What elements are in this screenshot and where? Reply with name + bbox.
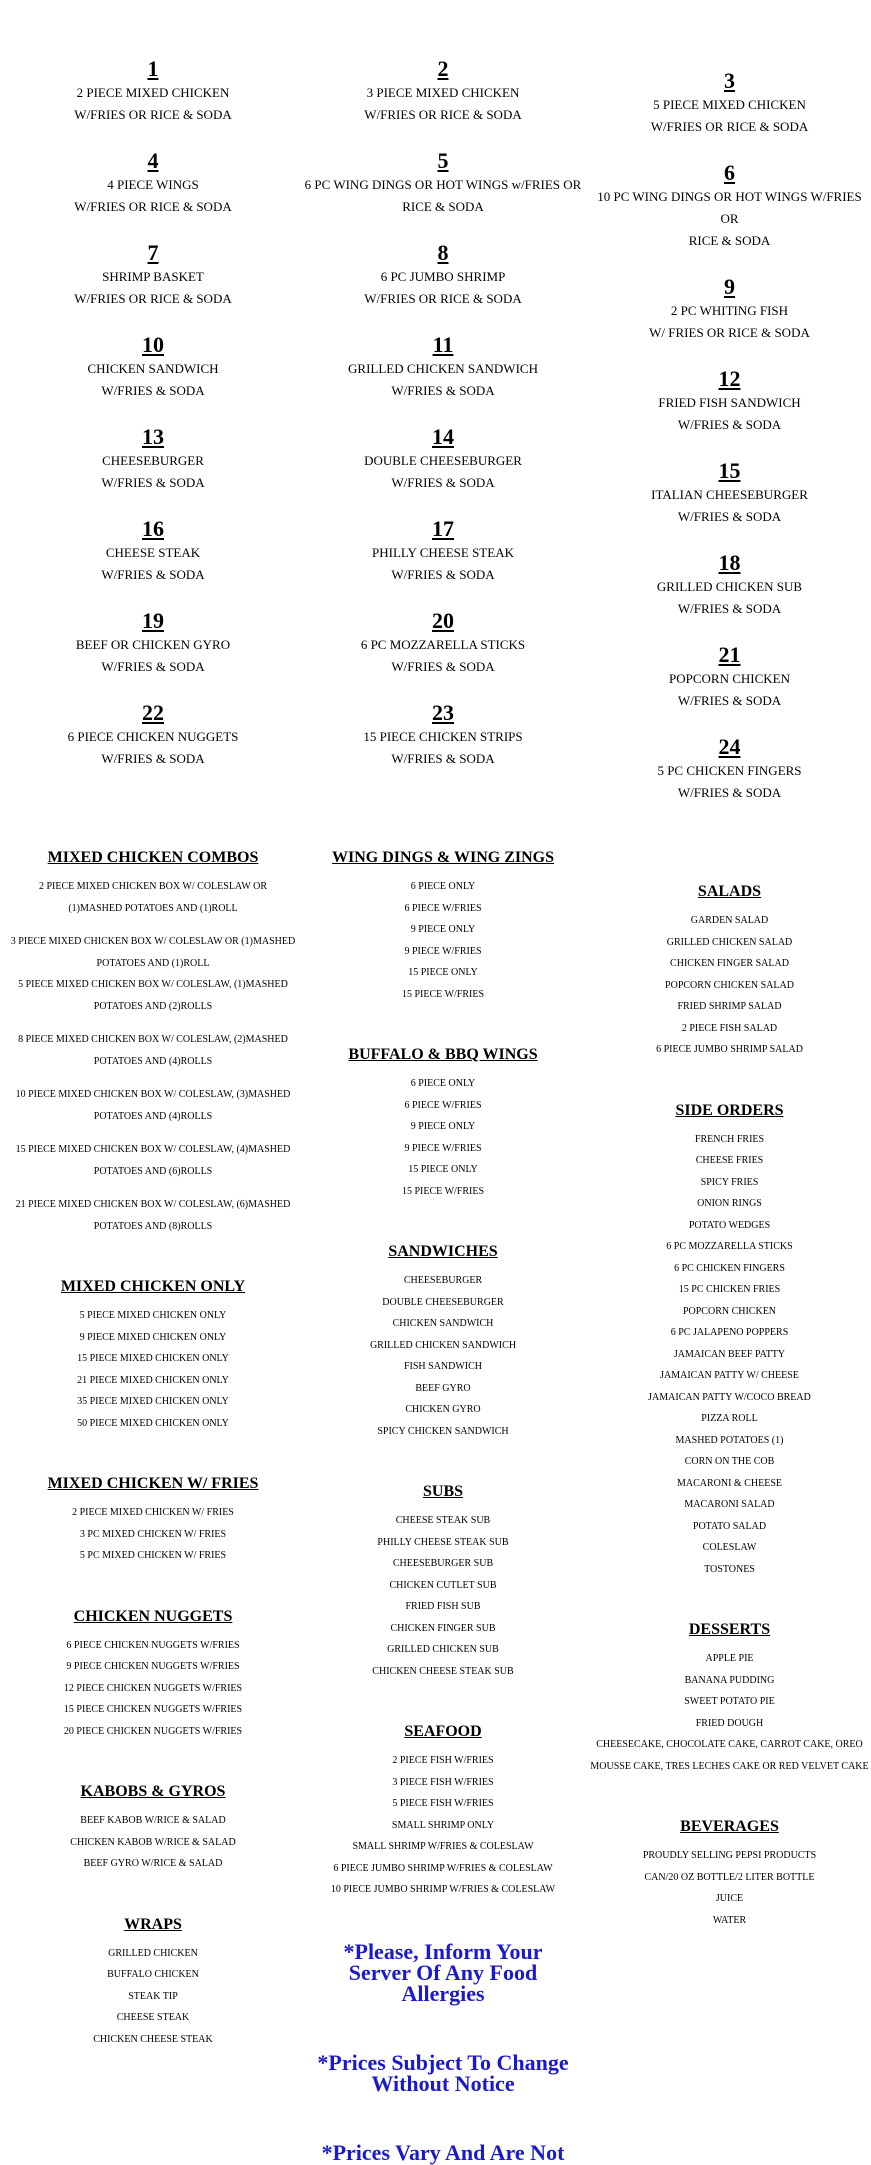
menu-item: MACARONI & CHEESE	[676, 1477, 782, 1489]
menu-item: 6 PIECE ONLY	[410, 1078, 476, 1089]
menu-item: FISH SANDWICH	[403, 1361, 483, 1372]
combo-line: W/FRIES OR RICE & SODA	[74, 199, 232, 214]
combo-line: W/FRIES & SODA	[101, 567, 205, 582]
combo-18	[588, 550, 871, 620]
combo-line: W/FRIES & SODA	[391, 751, 495, 766]
menu-item: CHEESE STEAK	[116, 2012, 190, 2023]
combo-line: FRIED FISH SANDWICH	[658, 395, 801, 410]
combo-7	[8, 240, 298, 310]
combo-21	[588, 642, 871, 712]
menu-item: 3 PIECE MIXED CHICKEN BOX W/ COLESLAW OR (1)MASHED	[10, 936, 296, 947]
menu-item: POTATO SALAD	[692, 1520, 767, 1532]
menu-item: MOUSSE CAKE, TRES LECHES CAKE OR RED VELVET CAKE	[590, 1760, 869, 1772]
menu-item: 21 PIECE MIXED CHICKEN BOX W/ COLESLAW, (6)MASHED	[15, 1199, 291, 1210]
combo-number: 7	[147, 240, 159, 265]
menu-item: BUFFALO CHICKEN	[107, 1969, 199, 1980]
menu-item: BEEF GYRO	[415, 1382, 471, 1394]
menu-item: 2 PIECE MIXED CHICKEN BOX W/ COLESLAW OR	[39, 881, 267, 892]
menu-item-spacer	[8, 1072, 298, 1084]
combo-line: 15 PIECE CHICKEN STRIPS	[363, 729, 523, 744]
combo-number: 17	[432, 516, 454, 541]
combo-line: SHRIMP BASKET	[102, 269, 204, 284]
combo-line: W/FRIES & SODA	[391, 567, 495, 582]
combo-line: 6 PIECE CHICKEN NUGGETS	[67, 729, 239, 744]
combo-number: 8	[437, 240, 449, 265]
combo-number: 6	[724, 160, 735, 185]
section-title: SEAFOOD	[404, 1723, 482, 1740]
section-title: MIXED CHICKEN COMBOS	[47, 849, 259, 866]
combo-number: 21	[718, 642, 741, 667]
combo-line: RICE & SODA	[402, 199, 484, 214]
menu-item: 9 PIECE ONLY	[410, 924, 476, 935]
menu-item: 5 PIECE MIXED CHICKEN BOX W/ COLESLAW, (1)MASHED	[18, 979, 288, 990]
combo-line: 4 PIECE WINGS	[107, 177, 199, 192]
menu-item: 2 PIECE MIXED CHICKEN W/ FRIES	[72, 1507, 234, 1518]
menu-item: GRILLED CHICKEN	[108, 1947, 198, 1959]
combo-line: DOUBLE CHEESEBURGER	[364, 453, 522, 468]
combo-line: RICE & SODA	[688, 233, 771, 248]
combo-line: 2 PIECE MIXED CHICKEN	[76, 85, 230, 100]
menu-item: TOSTONES	[704, 1563, 755, 1575]
menu-item: GRILLED CHICKEN SALAD	[666, 936, 793, 948]
combo-number: 19	[142, 608, 164, 633]
menu-item: FRENCH FRIES	[694, 1133, 765, 1145]
combo-8	[298, 240, 588, 310]
menu-item: CHEESE STEAK SUB	[395, 1515, 491, 1526]
combo-line: W/FRIES & SODA	[391, 383, 495, 398]
combo-5	[298, 148, 588, 218]
combo-number: 20	[432, 608, 454, 633]
combo-number: 23	[432, 700, 454, 725]
menu-item: DOUBLE CHEESEBURGER	[382, 1296, 504, 1308]
menu-item: 6 PIECE JUMBO SHRIMP W/FRIES & COLESLAW	[333, 1862, 553, 1874]
combo-line: W/FRIES & SODA	[101, 751, 205, 766]
menu-item: CHICKEN CHEESE STEAK	[93, 2033, 213, 2045]
section-wing-dings	[298, 848, 588, 1005]
menu-item-spacer	[8, 1127, 298, 1139]
combo-line: W/FRIES OR RICE & SODA	[74, 107, 232, 122]
menu-item: GARDEN SALAD	[690, 915, 769, 926]
combo-number: 11	[432, 332, 454, 357]
combo-number: 4	[147, 148, 159, 173]
combo-line: ITALIAN CHEESEBURGER	[651, 487, 808, 502]
menu-item: 2 PIECE FISH SALAD	[681, 1022, 778, 1034]
menu-item: 5 PC MIXED CHICKEN W/ FRIES	[79, 1550, 227, 1561]
menu-item: BANANA PUDDING	[684, 1674, 775, 1686]
menu-item: CHEESE FRIES	[695, 1155, 764, 1166]
menu-item-spacer	[8, 1017, 298, 1029]
section-title: WRAPS	[124, 1915, 182, 1933]
menu-item: POTATOES AND (4)ROLLS	[93, 1055, 213, 1067]
combo-line: 6 PC MOZZARELLA STICKS	[360, 637, 526, 652]
combo-number: 12	[718, 366, 741, 391]
combo-20	[298, 608, 588, 678]
combo-line: GRILLED CHICKEN SANDWICH	[348, 361, 538, 376]
menu-item: GRILLED CHICKEN SANDWICH	[369, 1339, 517, 1351]
section-title: WING DINGS & WING ZINGS	[332, 849, 554, 866]
section-title: DESSERTS	[688, 1621, 771, 1638]
combo-line: W/FRIES & SODA	[101, 475, 205, 490]
menu-item: PIZZA ROLL	[701, 1413, 758, 1424]
combo-line: W/FRIES & SODA	[677, 509, 782, 524]
combo-line: CHEESE STEAK	[105, 545, 201, 560]
section-title: MIXED CHICKEN W/ FRIES	[47, 1475, 259, 1492]
section-title: MIXED CHICKEN ONLY	[60, 1278, 246, 1295]
combo-22	[8, 700, 298, 770]
menu-item: 6 PC MOZZARELLA STICKS	[666, 1241, 793, 1252]
combo-line: W/FRIES OR RICE & SODA	[364, 291, 522, 306]
menu-item: COLESLAW	[702, 1542, 757, 1553]
combo-number: 3	[724, 68, 735, 93]
menu-item: 9 PIECE W/FRIES	[404, 1142, 482, 1154]
combo-line: W/FRIES & SODA	[391, 475, 495, 490]
section-mixed-chicken-combos	[8, 848, 298, 1237]
combo-line: W/FRIES OR RICE & SODA	[74, 291, 232, 306]
menu-item: 9 PIECE CHICKEN NUGGETS W/FRIES	[66, 1661, 240, 1672]
menu-item: CHICKEN FINGER SALAD	[670, 958, 789, 969]
menu-item: 15 PIECE ONLY	[408, 1164, 478, 1175]
combo-17	[298, 516, 588, 586]
combo-11	[298, 332, 588, 402]
section-kabobs-gyros	[8, 1782, 298, 1875]
menu-item: (1)MASHED POTATOES AND (1)ROLL	[68, 902, 238, 914]
menu-item: GRILLED CHICKEN SUB	[387, 1644, 499, 1655]
menu-item: CHICKEN FINGER SUB	[390, 1622, 496, 1634]
menu-column-middle	[298, 0, 588, 2163]
combo-number: 13	[142, 424, 164, 449]
menu-item: 3 PIECE FISH W/FRIES	[392, 1776, 494, 1788]
combo-line: POPCORN CHICKEN	[669, 671, 790, 686]
section-title: KABOBS & GYROS	[80, 1783, 226, 1800]
menu-item: CORN ON THE COB	[684, 1456, 775, 1467]
menu-item: 6 PIECE JUMBO SHRIMP SALAD	[656, 1044, 803, 1055]
menu-item: CHEESEBURGER SUB	[392, 1558, 494, 1569]
menu-item: POPCORN CHICKEN	[682, 1305, 777, 1317]
combo-line: W/ FRIES OR RICE & SODA	[649, 325, 810, 340]
combo-line: 6 PC WING DINGS OR HOT WINGS w/FRIES OR	[304, 177, 582, 192]
menu-item: SPICY CHICKEN SANDWICH	[377, 1425, 509, 1437]
menu-item: CHICKEN GYRO	[405, 1404, 481, 1415]
menu-item: POTATOES AND (2)ROLLS	[93, 1000, 213, 1012]
menu-item: WATER	[712, 1914, 747, 1926]
combo-line: W/FRIES & SODA	[677, 693, 782, 708]
combo-9	[588, 274, 871, 344]
menu-item: 9 PIECE W/FRIES	[404, 945, 482, 957]
menu-item: 10 PIECE MIXED CHICKEN BOX W/ COLESLAW, (3)MASHED	[15, 1089, 291, 1100]
combo-12	[588, 366, 871, 436]
section-chicken-nuggets	[8, 1607, 298, 1743]
combo-1	[8, 56, 298, 126]
menu-item: PHILLY CHEESE STEAK SUB	[377, 1536, 509, 1548]
menu-item: STEAK TIP	[128, 1990, 178, 2002]
menu-item: SPICY FRIES	[700, 1176, 759, 1188]
combo-line: W/FRIES OR RICE & SODA	[364, 107, 522, 122]
combo-23	[298, 700, 588, 770]
section-salads	[588, 882, 871, 1061]
menu-item: CHEESECAKE, CHOCOLATE CAKE, CARROT CAKE, OREO	[596, 1739, 863, 1750]
combo-line: W/FRIES OR RICE & SODA	[650, 119, 809, 134]
menu-item: JAMAICAN BEEF PATTY	[673, 1348, 786, 1360]
combo-line: 5 PC CHICKEN FINGERS	[657, 763, 802, 778]
section-beverages	[588, 1817, 871, 1931]
menu-item: CHICKEN KABOB W/RICE & SALAD	[70, 1836, 236, 1848]
menu-item: POPCORN CHICKEN SALAD	[665, 979, 794, 991]
menu-item: 15 PIECE CHICKEN NUGGETS W/FRIES	[63, 1704, 243, 1715]
menu-item: 15 PIECE MIXED CHICKEN ONLY	[77, 1353, 229, 1364]
section-sandwiches	[298, 1242, 588, 1442]
combo-14	[298, 424, 588, 494]
menu-item: CHEESEBURGER	[403, 1275, 483, 1286]
menu-item: 5 PIECE MIXED CHICKEN ONLY	[79, 1310, 227, 1321]
menu-item: 15 PC CHICKEN FRIES	[678, 1284, 781, 1295]
combo-line: GRILLED CHICKEN SUB	[656, 579, 803, 594]
combo-line: CHICKEN SANDWICH	[87, 361, 219, 376]
menu-item: 15 PIECE MIXED CHICKEN BOX W/ COLESLAW, (4)MASHED	[15, 1144, 291, 1155]
combo-line: W/FRIES & SODA	[677, 785, 782, 800]
combo-24	[588, 734, 871, 804]
menu-item: BEEF KABOB W/RICE & SALAD	[80, 1815, 226, 1826]
menu-item: SMALL SHRIMP ONLY	[391, 1819, 495, 1831]
menu-item: POTATOES AND (1)ROLL	[96, 957, 210, 969]
combo-line: BEEF OR CHICKEN GYRO	[75, 637, 231, 652]
menu-item: ONION RINGS	[697, 1198, 762, 1209]
combo-15	[588, 458, 871, 528]
menu-item-spacer	[8, 919, 298, 931]
combo-13	[8, 424, 298, 494]
combo-number: 22	[142, 700, 164, 725]
section-title: SIDE ORDERS	[675, 1101, 784, 1119]
combo-line: W/FRIES & SODA	[391, 659, 495, 674]
price-change-notice: *Prices Subject To Change Without Notice	[317, 2049, 569, 2096]
combo-number: 9	[724, 274, 735, 299]
combo-number: 1	[147, 56, 159, 81]
menu-item: APPLE PIE	[705, 1653, 754, 1664]
menu-item: 50 PIECE MIXED CHICKEN ONLY	[77, 1417, 229, 1429]
menu-item: MASHED POTATOES (1)	[675, 1434, 784, 1446]
menu-item: 35 PIECE MIXED CHICKEN ONLY	[77, 1396, 229, 1407]
combo-line: W/FRIES & SODA	[677, 601, 782, 616]
menu-item: 12 PIECE CHICKEN NUGGETS W/FRIES	[63, 1682, 243, 1694]
combo-4	[8, 148, 298, 218]
menu-item: FRIED SHRIMP SALAD	[677, 1001, 782, 1012]
menu-item: 21 PIECE MIXED CHICKEN ONLY	[77, 1374, 229, 1386]
menu-item: POTATOES AND (6)ROLLS	[93, 1165, 213, 1177]
combo-line: 6 PC JUMBO SHRIMP	[380, 269, 506, 284]
section-seafood	[298, 1722, 588, 1901]
price-vary-notice: *Prices Vary And Are Not	[321, 2139, 565, 2165]
menu-item: POTATOES AND (8)ROLLS	[93, 1220, 213, 1232]
combo-19	[8, 608, 298, 678]
menu-column-right	[588, 0, 871, 1971]
menu-item: 15 PIECE ONLY	[408, 967, 478, 978]
combo-6	[588, 160, 871, 252]
menu-item: 8 PIECE MIXED CHICKEN BOX W/ COLESLAW, (2)MASHED	[18, 1034, 288, 1045]
combo-number: 16	[142, 516, 164, 541]
menu-item: FRIED DOUGH	[695, 1717, 764, 1729]
menu-item: 6 PIECE W/FRIES	[404, 1099, 482, 1111]
section-title: BUFFALO & BBQ WINGS	[348, 1046, 538, 1063]
section-wraps	[8, 1915, 298, 2051]
combo-number: 5	[437, 148, 449, 173]
combo-number: 15	[718, 458, 741, 483]
menu-item: SWEET POTATO PIE	[684, 1696, 775, 1707]
menu-item: JAMAICAN PATTY W/COCO BREAD	[648, 1391, 811, 1403]
menu-item: 5 PIECE FISH W/FRIES	[392, 1798, 494, 1809]
combo-line: W/FRIES & SODA	[677, 417, 782, 432]
combo-line: 2 PC WHITING FISH	[670, 303, 789, 318]
menu-item: CHICKEN SANDWICH	[392, 1318, 494, 1329]
menu-item: 10 PIECE JUMBO SHRIMP W/FRIES & COLESLAW	[330, 1884, 556, 1895]
allergy-notice: *Please, Inform Your Server Of Any Food Allergies	[343, 1938, 543, 2006]
combo-number: 14	[432, 424, 454, 449]
combo-number: 10	[142, 332, 164, 357]
menu-column-left	[8, 0, 298, 2090]
menu-item: 6 PIECE ONLY	[410, 881, 476, 892]
menu-item: JAMAICAN PATTY W/ CHEESE	[660, 1370, 799, 1381]
menu-item: PROUDLY SELLING PEPSI PRODUCTS	[642, 1850, 817, 1861]
section-mixed-chicken-fries	[8, 1474, 298, 1567]
combo-16	[8, 516, 298, 586]
menu-item: MACARONI SALAD	[684, 1499, 775, 1510]
menu-item: 15 PIECE W/FRIES	[401, 988, 485, 1000]
combo-10	[8, 332, 298, 402]
menu-item: 9 PIECE ONLY	[410, 1121, 476, 1132]
menu-item: POTATO WEDGES	[688, 1219, 771, 1231]
menu-item: SMALL SHRIMP W/FRIES & COLESLAW	[352, 1841, 534, 1852]
menu-item: POTATOES AND (4)ROLLS	[93, 1110, 213, 1122]
combo-line: CHEESEBURGER	[102, 453, 204, 468]
menu-item: 2 PIECE FISH W/FRIES	[392, 1755, 494, 1766]
section-title: BEVERAGES	[680, 1818, 779, 1835]
menu-item: 6 PC CHICKEN FINGERS	[674, 1262, 785, 1274]
menu-item: BEEF GYRO W/RICE & SALAD	[83, 1858, 223, 1869]
section-side-orders	[588, 1101, 871, 1581]
section-title: SANDWICHES	[388, 1243, 498, 1260]
menu-item: 6 PIECE W/FRIES	[404, 902, 482, 914]
menu-item: CAN/20 OZ BOTTLE/2 LITER BOTTLE	[644, 1871, 815, 1883]
menu-item: CHICKEN CUTLET SUB	[389, 1579, 497, 1591]
menu-item: CHICKEN CHEESE STEAK SUB	[372, 1665, 514, 1677]
combo-line: W/FRIES & SODA	[101, 383, 205, 398]
section-title: CHICKEN NUGGETS	[73, 1607, 233, 1625]
section-desserts	[588, 1620, 871, 1777]
section-buffalo-bbq-wings	[298, 1045, 588, 1202]
combo-2	[298, 56, 588, 126]
menu-item: FRIED FISH SUB	[405, 1601, 481, 1612]
combo-line: 3 PIECE MIXED CHICKEN	[366, 85, 520, 100]
menu-item: 6 PC JALAPENO POPPERS	[670, 1327, 789, 1338]
menu-item-spacer	[8, 1182, 298, 1194]
section-mixed-chicken-only	[8, 1277, 298, 1434]
menu-item: JUICE	[715, 1893, 744, 1904]
combo-line: 10 PC WING DINGS OR HOT WINGS W/FRIES OR	[597, 189, 862, 226]
section-title: SALADS	[697, 883, 762, 900]
menu-item: 6 PIECE CHICKEN NUGGETS W/FRIES	[66, 1639, 240, 1651]
menu-item: 15 PIECE W/FRIES	[401, 1185, 485, 1197]
menu-item: 9 PIECE MIXED CHICKEN ONLY	[79, 1331, 227, 1343]
section-title: SUBS	[422, 1483, 464, 1500]
combo-number: 24	[718, 734, 741, 759]
combo-line: 5 PIECE MIXED CHICKEN	[653, 97, 806, 112]
menu-item: 3 PC MIXED CHICKEN W/ FRIES	[79, 1528, 227, 1540]
combo-3	[588, 68, 871, 138]
combo-line: W/FRIES & SODA	[101, 659, 205, 674]
combo-number: 2	[437, 56, 449, 81]
combo-number: 18	[718, 550, 741, 575]
section-subs	[298, 1482, 588, 1682]
menu-item: 20 PIECE CHICKEN NUGGETS W/FRIES	[63, 1725, 243, 1737]
combo-line: PHILLY CHEESE STEAK	[372, 545, 514, 560]
